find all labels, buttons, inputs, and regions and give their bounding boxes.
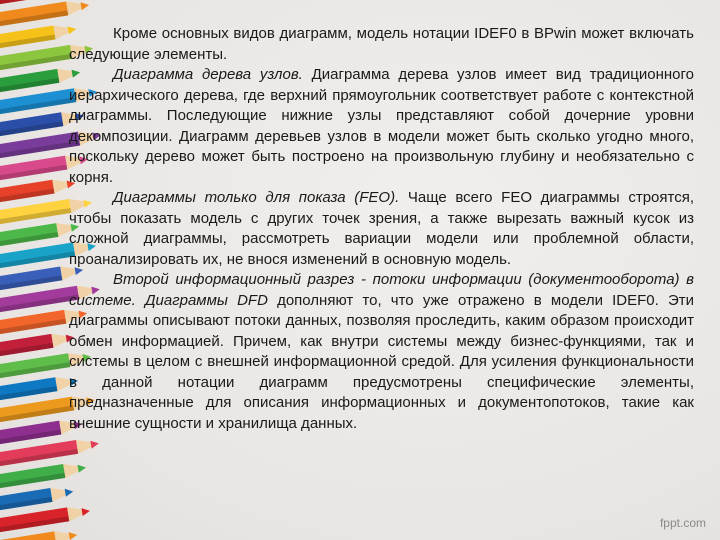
paragraph-dfd-lead: Второй информационный разрез - потоки информации (документооборота) в системе. Диаграммы DFD (69, 271, 694, 309)
paragraph-feo (69, 188, 694, 270)
paragraph-node-tree-lead: Диаграмма дерева узлов. (113, 66, 303, 83)
paragraph-node-tree-body: Диаграмма дерева узлов имеет вид традиционного иерархического дерева, где верхний прямоугольник соответствует работе с контекстной диаграммы. Последующие нижние узлы представляют собой дочерние уровни декомпозиции. Диаграмм деревьев узлов в модели может быть сколько угодно много, поскольку дерево может быть построено на произвольную глубину и необязательно с корня. (69, 66, 694, 186)
paragraph-intro-body: Кроме основных видов диаграмм, модель нотации IDEF0 в BPwin может включать следующие элементы. (69, 25, 694, 63)
pencil (0, 504, 91, 535)
paragraph-feo-lead: Диаграммы только для показа (FEO). (113, 189, 400, 206)
paragraph-dfd (69, 270, 694, 434)
paragraph-feo-body: Чаще всего FEO диаграммы строятся, чтобы показать модель с других точек зрения, а также вырезать важный кусок из сложной диаграммы, рассмотреть вариации модели или проблемной области, проанализировать их, не внося изменений в основную модель. (69, 189, 694, 268)
paragraph-node-tree (69, 65, 694, 188)
pencil (0, 461, 87, 491)
paragraph-intro (69, 24, 694, 65)
slide-text (69, 24, 694, 434)
paragraph-dfd-body: дополняют то, что уже отражено в модели IDEF0. Эти диаграммы описывают потоки данных, позволяя проследить, каким образом происходит обмен информацией. Причем, как внутри системы между бизнес-функциями, так и системы в целом с внешней информационной средой. Для усиления функциональности в данной нотации диаграмм предусмотрены специфические элементы, предназначенные для описания информационных и документопотоков, такие как внешние сущности и хранилища данных. (69, 291, 694, 432)
watermark-text: fppt.com (659, 516, 706, 530)
